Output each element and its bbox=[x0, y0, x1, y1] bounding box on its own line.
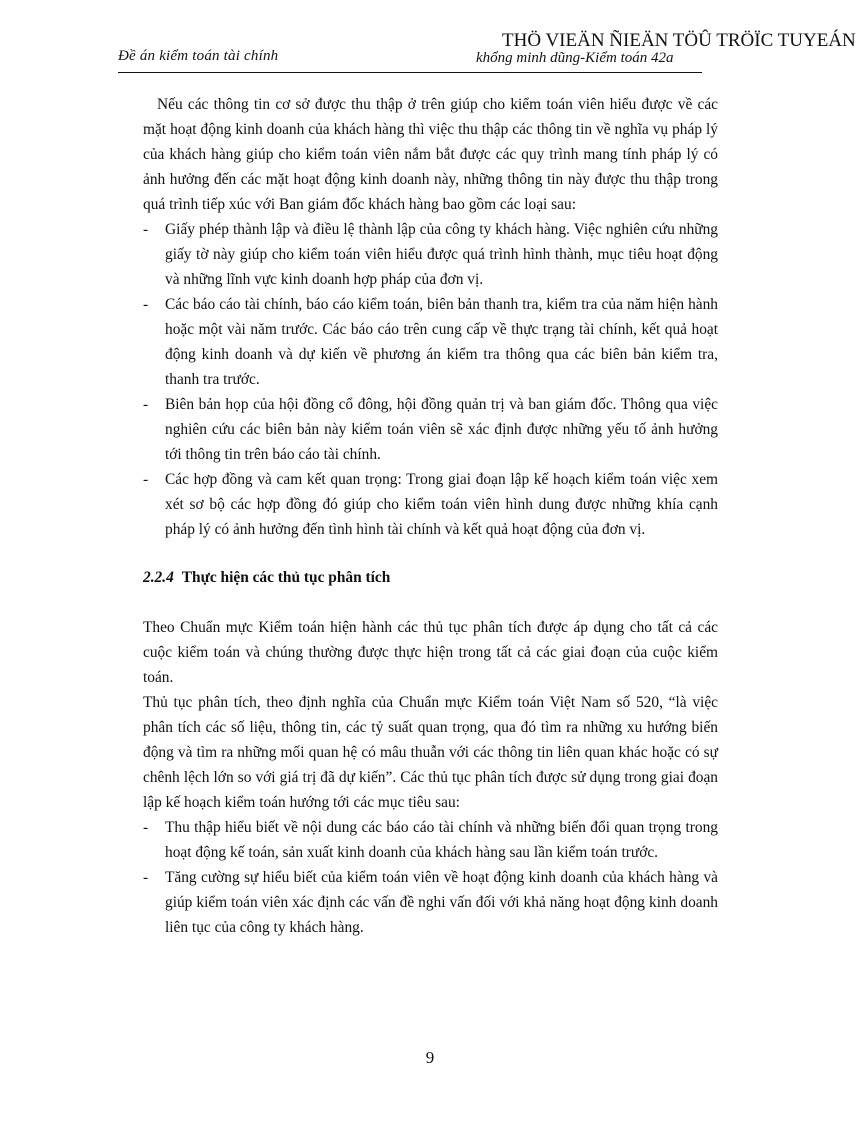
list-item bbox=[143, 815, 718, 865]
dash-marker: - bbox=[143, 396, 149, 413]
page-header bbox=[118, 30, 856, 76]
list-item-text: Các báo cáo tài chính, báo cáo kiểm toán, biên bản thanh tra, kiểm tra của năm hiện hành hoặc một vài năm trước. Các báo cáo trên cung cấp về thực trạng tài chính, kết quả hoạt động kinh doanh và dự kiến về phương án kiểm tra thông qua các biên bản kiểm tra, thanh tra trước. bbox=[165, 296, 718, 388]
section-number: 2.2.4 bbox=[143, 569, 174, 586]
list-item-text: Tăng cường sự hiểu biết của kiểm toán viên về hoạt động kinh doanh của khách hàng và giúp kiểm toán viên xác định các vấn đề nghi vấn đối với khả năng hoạt động kinh doanh liên tục của công ty khách hàng. bbox=[165, 869, 718, 936]
list-item-text: Các hợp đồng và cam kết quan trọng: Trong giai đoạn lập kế hoạch kiểm toán việc xem xét sơ bộ các hợp đồng đó giúp cho kiểm toán viên hình dung được những khía cạnh pháp lý có ảnh hưởng đến tình hình tài chính và kết quả hoạt động của đơn vị. bbox=[165, 471, 718, 538]
section-title: Thực hiện các thủ tục phân tích bbox=[181, 569, 391, 586]
list-item bbox=[143, 467, 718, 542]
header-watermark: THÖ VIEÄN ÑIEÄN TÖÛ TRÖÏC TUYEÁN bbox=[502, 30, 856, 51]
dash-marker: - bbox=[143, 296, 149, 313]
intro-paragraph: Nếu các thông tin cơ sở được thu thập ở trên giúp cho kiểm toán viên hiểu được về các mặt hoạt động kinh doanh của khách hàng thì việc thu thập các thông tin về nghĩa vụ pháp lý của khách hàng giúp cho kiểm toán viên nắm bắt được các quy trình mang tính pháp lý có ảnh hưởng đến các mặt hoạt động kinh doanh này, những thông tin này được thu thập trong quá trình tiếp xúc với Ban giám đốc khách hàng bao gồm các loại sau: bbox=[143, 96, 718, 213]
dash-marker: - bbox=[143, 819, 149, 836]
page-body bbox=[143, 92, 718, 940]
page-number: 9 bbox=[425, 1048, 435, 1067]
header-rule bbox=[118, 72, 702, 73]
section-heading bbox=[143, 565, 718, 590]
header-author: khổng minh dũng-Kiểm toán 42a bbox=[476, 50, 674, 66]
dash-marker: - bbox=[143, 869, 149, 886]
dash-marker: - bbox=[143, 221, 149, 238]
list-item-text: Giấy phép thành lập và điều lệ thành lập của công ty khách hàng. Việc nghiên cứu những giấy tờ này giúp cho kiểm toán viên hiểu được quá trình hình thành, mục tiêu hoạt động và những lĩnh vực kinh doanh hợp pháp của đơn vị. bbox=[165, 221, 718, 288]
analytical-definition-paragraph: Thủ tục phân tích, theo định nghĩa của Chuẩn mực Kiểm toán Việt Nam số 520, “là việc phân tích các số liệu, thông tin, các tỷ suất quan trọng, qua đó tìm ra những xu hướng biến động và tìm ra những mối quan hệ có mâu thuẫn với các thông tin liên quan khác hoặc có sự chênh lệch lớn so với giá trị đã dự kiến”. Các thủ tục phân tích được sử dụng trong giai đoạn lập kế hoạch kiểm toán hướng tới các mục tiêu sau: bbox=[143, 694, 718, 811]
header-doc-title: Đề án kiểm toán tài chính bbox=[118, 48, 279, 64]
list-item bbox=[143, 217, 718, 292]
legal-info-list bbox=[143, 217, 718, 542]
list-item-text: Thu thập hiểu biết về nội dung các báo cáo tài chính và những biến đổi quan trọng trong hoạt động kế toán, sản xuất kinh doanh của khách hàng sau lần kiểm toán trước. bbox=[165, 819, 718, 861]
objectives-list bbox=[143, 815, 718, 940]
analytical-intro-paragraph: Theo Chuẩn mực Kiểm toán hiện hành các thủ tục phân tích được áp dụng cho tất cả các cuộc kiểm toán và chúng thường được thực hiện trong tất cả các giai đoạn của cuộc kiểm toán. bbox=[143, 619, 718, 686]
list-item bbox=[143, 292, 718, 392]
list-item bbox=[143, 392, 718, 467]
list-item bbox=[143, 865, 718, 940]
dash-marker: - bbox=[143, 471, 149, 488]
list-item-text: Biên bản họp của hội đồng cổ đông, hội đồng quản trị và ban giám đốc. Thông qua việc nghiên cứu các biên bản này kiểm toán viên sẽ xác định được những yếu tố ảnh hưởng tới thông tin trên báo cáo tài chính. bbox=[165, 396, 718, 463]
